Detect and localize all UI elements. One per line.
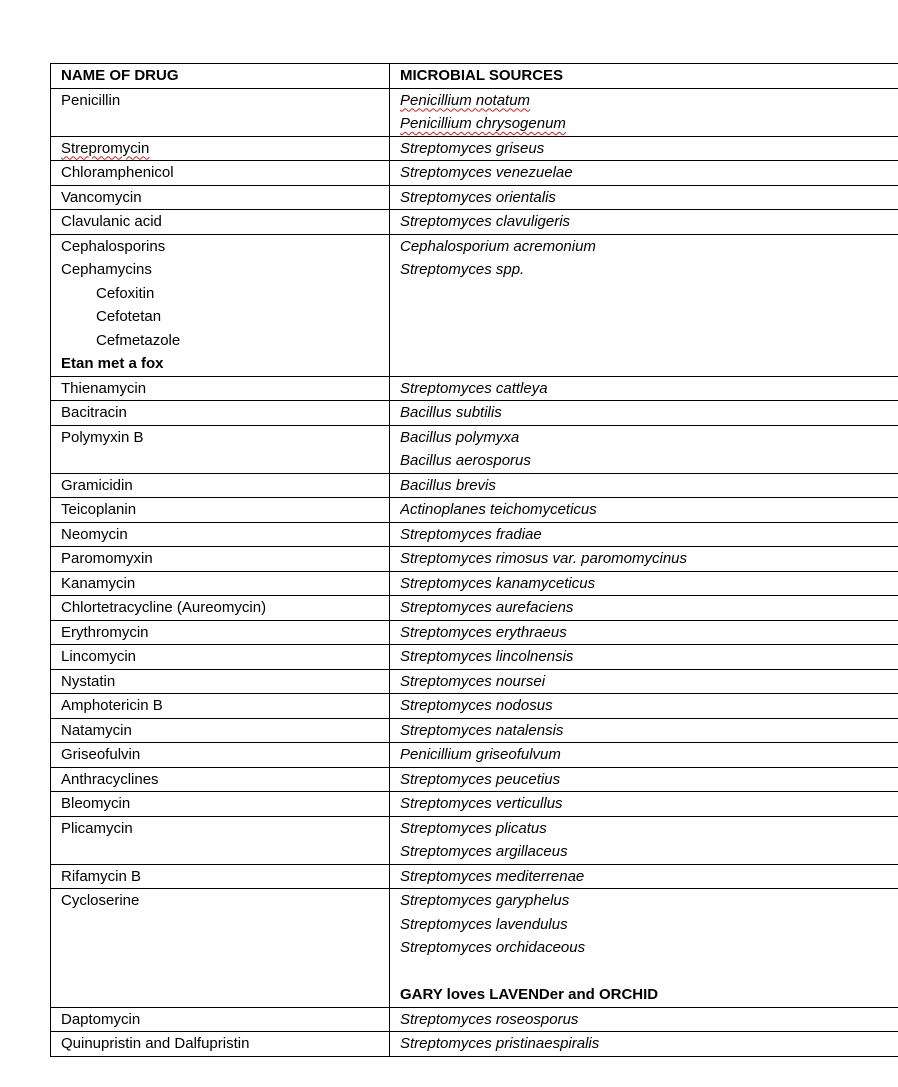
drug-cell: [51, 547, 390, 572]
spellcheck-underline: Penicillium chrysogenum: [400, 115, 566, 132]
microbial-source: Streptomyces verticullus: [400, 795, 563, 812]
microbial-source: Streptomyces venezuelae: [400, 164, 573, 181]
table-row: [51, 473, 898, 498]
drug-cell: [51, 792, 390, 817]
drug-name: Neomycin: [61, 525, 128, 543]
microbial-source: Bacillus polymyxa: [400, 428, 520, 446]
table-row: [51, 210, 898, 235]
table-row: [51, 1032, 898, 1057]
microbial-source: Bacillus aerosporus: [400, 452, 531, 469]
microbial-source: Streptomyces clavuligeris: [400, 213, 571, 230]
drug-name: Paromomyxin: [61, 550, 153, 567]
drug-cell: [51, 767, 390, 792]
drug-name: Etan met a fox: [61, 355, 164, 372]
microbial-source: Actinoplanes teichomyceticus: [400, 501, 597, 518]
table-row: [51, 88, 898, 136]
drug-name: Cefotetan: [96, 308, 162, 325]
drug-name: Quinupristin and Dalfupristin: [61, 1035, 250, 1052]
source-cell: [390, 210, 898, 235]
source-cell: [390, 1007, 898, 1032]
table-row: [51, 547, 898, 572]
source-cell: [390, 571, 898, 596]
drug-name: Penicillin: [61, 91, 121, 109]
microbial-source: Streptomyces mediterrenae: [400, 867, 585, 885]
drug-name: Bacitracin: [61, 404, 127, 421]
drug-cell: [51, 669, 390, 694]
source-cell: [390, 234, 898, 376]
table-row: [51, 889, 898, 1008]
microbial-source: Streptomyces pristinaespiralis: [400, 1035, 600, 1052]
drug-name: Daptomycin: [61, 1010, 141, 1028]
drug-cell: [51, 596, 390, 621]
table-row: [51, 571, 898, 596]
source-cell: [390, 669, 898, 694]
drug-cell: [51, 718, 390, 743]
table-row: [51, 401, 898, 426]
drug-name: Natamycin: [61, 721, 132, 739]
drug-name: Chlortetracycline (Aureomycin): [61, 599, 267, 616]
drug-name: Nystatin: [61, 672, 116, 690]
microbial-source: Streptomyces garyphelus: [400, 892, 570, 909]
microbial-source: Streptomyces fradiae: [400, 525, 542, 543]
table-row: [51, 136, 898, 161]
drug-cell: [51, 620, 390, 645]
drug-name: Cephalosporins: [61, 237, 166, 255]
drug-cell: [51, 425, 390, 473]
source-cell: [390, 522, 898, 547]
drug-name: Gramicidin: [61, 476, 133, 494]
drug-cell: [51, 473, 390, 498]
microbial-source: Streptomyces plicatus: [400, 819, 547, 837]
column-header-sources: MICROBIAL SOURCES: [390, 64, 898, 89]
table-row: [51, 498, 898, 523]
drug-cell: [51, 522, 390, 547]
source-cell: [390, 547, 898, 572]
spellcheck-underline: Penicillium notatum: [400, 91, 531, 109]
table-row: [51, 792, 898, 817]
source-cell: [390, 792, 898, 817]
drug-cell: [51, 816, 390, 864]
table-row: [51, 645, 898, 670]
source-cell: [390, 596, 898, 621]
source-cell: [390, 161, 898, 186]
drug-cell: [51, 161, 390, 186]
drug-source-table: [50, 63, 898, 1057]
drug-name: Griseofulvin: [61, 746, 141, 763]
drug-cell: [51, 889, 390, 1008]
microbial-source: Streptomyces kanamyceticus: [400, 574, 596, 592]
drug-name: Teicoplanin: [61, 501, 137, 518]
column-header-drug: NAME OF DRUG: [51, 64, 390, 89]
drug-name: Kanamycin: [61, 574, 136, 592]
source-cell: [390, 743, 898, 768]
drug-name: Lincomycin: [61, 648, 137, 665]
microbial-source: Streptomyces cattleya: [400, 379, 548, 397]
table-row: [51, 864, 898, 889]
drug-name: Vancomycin: [61, 188, 142, 206]
drug-cell: [51, 571, 390, 596]
drug-name: Cephamycins: [61, 261, 152, 278]
microbial-source: Streptomyces erythraeus: [400, 623, 567, 641]
source-cell: [390, 401, 898, 426]
microbial-source: Streptomyces aurefaciens: [400, 599, 574, 616]
source-cell: [390, 425, 898, 473]
source-cell: [390, 864, 898, 889]
drug-cell: [51, 185, 390, 210]
drug-name: Erythromycin: [61, 623, 149, 641]
drug-name: Clavulanic acid: [61, 213, 162, 230]
table-row: [51, 694, 898, 719]
drug-name: Polymyxin B: [61, 428, 144, 446]
drug-name: [61, 137, 389, 161]
table-row: [51, 1007, 898, 1032]
table-row: [51, 161, 898, 186]
drug-cell: [51, 743, 390, 768]
source-cell: [390, 88, 898, 136]
source-cell: [390, 694, 898, 719]
drug-name: Anthracyclines: [61, 770, 159, 788]
source-cell: [390, 1032, 898, 1057]
table-row: [51, 620, 898, 645]
table-row: [51, 596, 898, 621]
table-row: [51, 185, 898, 210]
microbial-source: Bacillus brevis: [400, 476, 496, 494]
microbial-source: [400, 112, 898, 136]
microbial-source: Streptomyces noursei: [400, 672, 546, 690]
drug-cell: [51, 401, 390, 426]
microbial-source: [400, 89, 898, 113]
drug-name: Thienamycin: [61, 379, 147, 397]
blank-line: [400, 960, 898, 984]
table-row: [51, 669, 898, 694]
microbial-source: Streptomyces natalensis: [400, 721, 564, 739]
table-row: [51, 522, 898, 547]
drug-cell: [51, 694, 390, 719]
table-row: [51, 234, 898, 376]
microbial-source: Streptomyces argillaceus: [400, 843, 568, 860]
drug-cell: [51, 234, 390, 376]
source-cell: [390, 136, 898, 161]
source-cell: [390, 816, 898, 864]
microbial-source: Streptomyces nodosus: [400, 697, 553, 714]
drug-name: Cefoxitin: [96, 284, 155, 302]
microbial-source: Cephalosporium acremonium: [400, 237, 596, 255]
drug-name: Rifamycin B: [61, 867, 142, 885]
source-cell: [390, 718, 898, 743]
table-row: [51, 816, 898, 864]
table-row: [51, 376, 898, 401]
drug-cell: [51, 498, 390, 523]
drug-name: Cycloserine: [61, 892, 140, 909]
table-row: [51, 425, 898, 473]
drug-cell: [51, 864, 390, 889]
drug-name: Chloramphenicol: [61, 164, 174, 181]
microbial-source: Streptomyces griseus: [400, 139, 545, 157]
table-row: [51, 743, 898, 768]
drug-name: Bleomycin: [61, 795, 131, 812]
microbial-source: Streptomyces lincolnensis: [400, 648, 574, 665]
drug-name: Plicamycin: [61, 819, 133, 837]
drug-name: Cefmetazole: [96, 331, 181, 349]
source-cell: [390, 185, 898, 210]
drug-cell: [51, 645, 390, 670]
microbial-source: Streptomyces rimosus var. paromomycinus: [400, 550, 688, 567]
drug-cell: [51, 1007, 390, 1032]
source-cell: [390, 498, 898, 523]
microbial-source: Streptomyces spp.: [400, 261, 525, 278]
drug-cell: [51, 376, 390, 401]
source-cell: [390, 473, 898, 498]
source-cell: [390, 620, 898, 645]
microbial-source: Streptomyces lavendulus: [400, 915, 568, 933]
drug-cell: [51, 136, 390, 161]
drug-cell: [51, 210, 390, 235]
source-cell: [390, 889, 898, 1008]
microbial-source: GARY loves LAVENDer and ORCHID: [400, 986, 659, 1003]
microbial-source: Streptomyces orientalis: [400, 188, 556, 206]
source-cell: [390, 645, 898, 670]
spellcheck-underline: Strepromycin: [61, 139, 150, 157]
microbial-source: Bacillus subtilis: [400, 404, 502, 421]
microbial-source: Streptomyces peucetius: [400, 770, 561, 788]
microbial-source: Streptomyces roseosporus: [400, 1010, 579, 1028]
source-cell: [390, 767, 898, 792]
source-cell: [390, 376, 898, 401]
table-row: [51, 718, 898, 743]
drug-cell: [51, 1032, 390, 1057]
microbial-source: Penicillium griseofulvum: [400, 746, 561, 763]
drug-name: Amphotericin B: [61, 697, 163, 714]
microbial-source: Streptomyces orchidaceous: [400, 939, 586, 956]
drug-cell: [51, 88, 390, 136]
header-row: [51, 64, 898, 89]
table-row: [51, 767, 898, 792]
